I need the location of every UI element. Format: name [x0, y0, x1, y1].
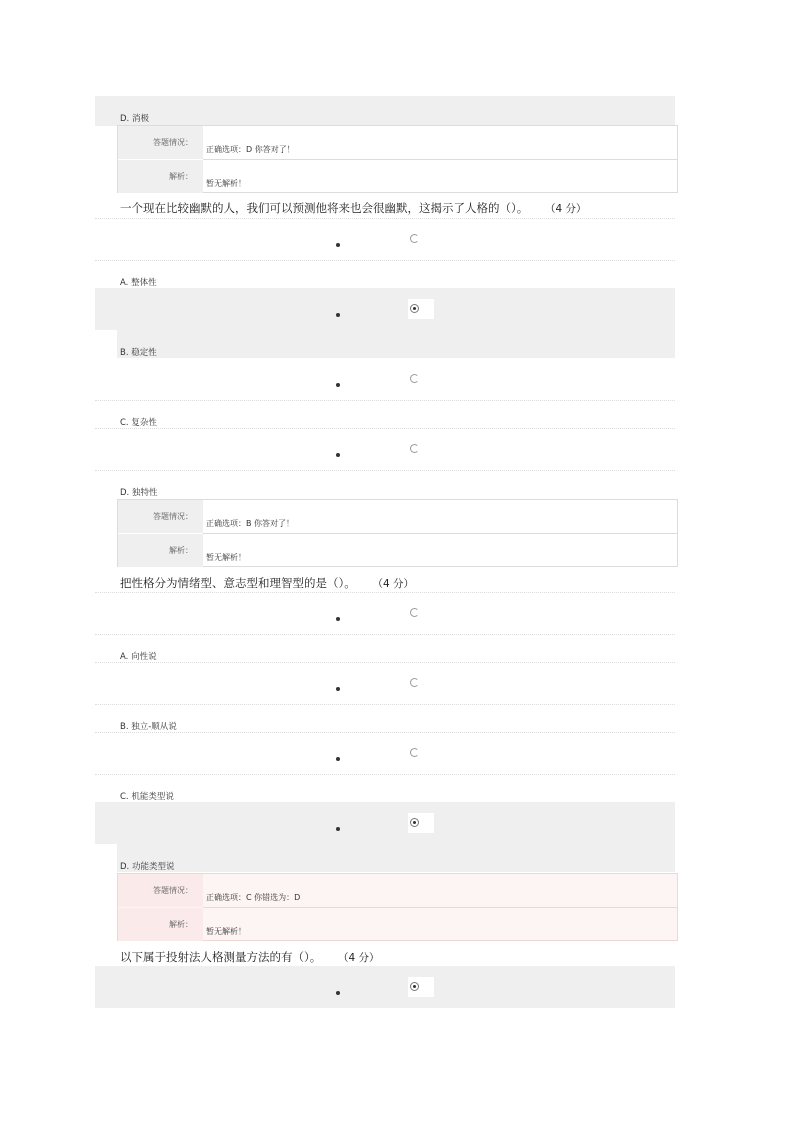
answer-status-value: 正确选项：C 你错选为：D — [206, 893, 301, 902]
analysis-label: 解析： — [169, 546, 193, 555]
option-b-radio[interactable] — [410, 678, 419, 687]
question-4-score: （4 分） — [343, 952, 380, 964]
analysis-label: 解析： — [169, 920, 193, 929]
option-c-bullet — [336, 757, 340, 761]
option-d-radio[interactable] — [410, 444, 419, 453]
question-4-text: 以下属于投射法人格测量方法的有（）。 （4 分） — [120, 950, 380, 964]
option-d-label: D. 独特性 — [120, 488, 158, 498]
option-c-radio[interactable] — [410, 374, 419, 383]
option-c-radio[interactable] — [410, 748, 419, 757]
option-a-radio[interactable] — [410, 982, 419, 991]
answer-status-value: 正确选项：B 你答对了！ — [206, 519, 295, 528]
question-3-score: （4 分） — [377, 578, 415, 590]
answer-panel-q1 — [117, 125, 678, 193]
option-d-row-background — [95, 96, 675, 126]
option-d-bullet — [336, 453, 340, 457]
option-a-bullet — [336, 617, 340, 621]
question-3-text: 把性格分为情绪型、意志型和理智型的是（）。 （4 分） — [120, 576, 415, 590]
option-d-label: D. 功能类型说 — [120, 862, 175, 872]
answer-status-value: 正确选项：D 你答对了！ — [206, 145, 295, 154]
option-b-bullet — [336, 687, 340, 691]
option-a-bullet — [336, 991, 340, 995]
option-b-label: B. 稳定性 — [120, 348, 157, 358]
answer-status-label: 答题情况： — [153, 512, 193, 521]
option-b-label: B. 独立-顺从说 — [120, 722, 177, 732]
question-2-score: （4 分） — [550, 203, 587, 215]
option-d-radio[interactable] — [410, 818, 419, 827]
option-d-bullet — [336, 827, 340, 831]
option-a-radio[interactable] — [410, 608, 419, 617]
option-a-radio[interactable] — [410, 234, 419, 243]
option-c-bullet — [336, 383, 340, 387]
option-a-bullet — [336, 243, 340, 247]
option-b-bullet — [336, 313, 340, 317]
answer-panel-q3 — [117, 873, 678, 941]
option-d-label: D. 消极 — [120, 114, 149, 124]
analysis-label: 解析： — [169, 172, 193, 181]
answer-status-label: 答题情况： — [153, 138, 193, 147]
answer-status-label: 答题情况： — [153, 886, 193, 895]
option-c-label: C. 复杂性 — [120, 418, 157, 428]
answer-panel-q2 — [117, 499, 678, 567]
option-a-label: A. 向性说 — [120, 652, 157, 662]
question-2-text: 一个现在比较幽默的人，我们可以预测他将来也会很幽默，这揭示了人格的（）。 （4 分） — [120, 201, 587, 215]
analysis-value: 暂无解析！ — [206, 553, 246, 562]
option-c-label: C. 机能类型说 — [120, 792, 174, 802]
option-d-row-background — [95, 802, 675, 844]
option-b-radio[interactable] — [410, 304, 419, 313]
analysis-value: 暂无解析！ — [206, 179, 246, 188]
option-b-row-background — [95, 288, 675, 330]
analysis-value: 暂无解析！ — [206, 927, 246, 936]
option-a-label: A. 整体性 — [120, 278, 157, 288]
option-a-row-background — [95, 966, 675, 1008]
